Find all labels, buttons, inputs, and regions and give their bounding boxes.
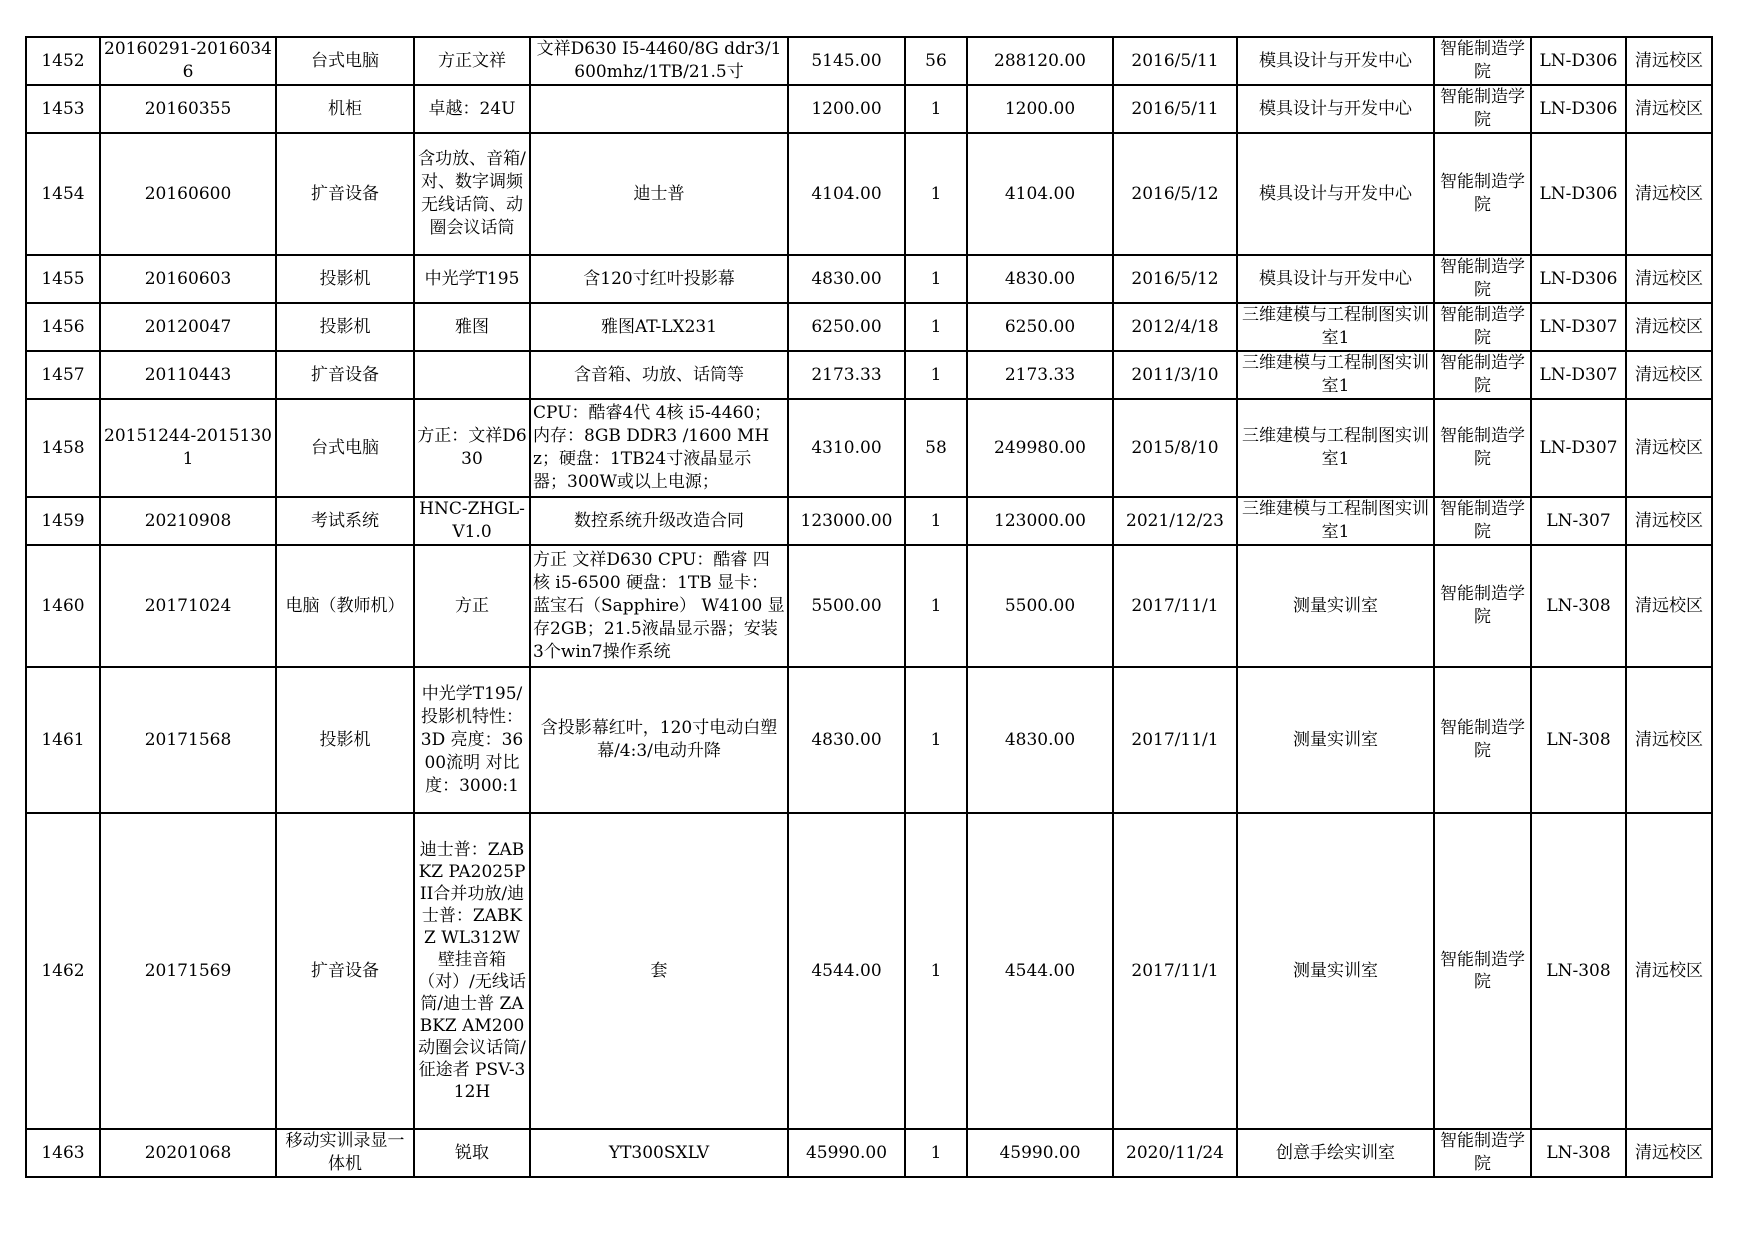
cell-location: 模具设计与开发中心 — [1237, 85, 1434, 133]
cell-asset-no: 20171569 — [100, 813, 276, 1129]
cell-seq: 1460 — [26, 545, 100, 667]
cell-college: 智能制造学院 — [1434, 667, 1531, 813]
cell-college: 智能制造学院 — [1434, 813, 1531, 1129]
cell-campus: 清远校区 — [1626, 133, 1712, 255]
cell-college: 智能制造学院 — [1434, 303, 1531, 351]
cell-campus: 清远校区 — [1626, 667, 1712, 813]
cell-spec: 含投影幕红叶，120寸电动白塑幕/4:3/电动升降 — [530, 667, 788, 813]
cell-unit-price: 2173.33 — [788, 351, 905, 399]
cell-asset-no: 20160600 — [100, 133, 276, 255]
cell-name: 考试系统 — [276, 497, 414, 545]
cell-spec: 方正 文祥D630 CPU：酷睿 四核 i5-6500 硬盘：1TB 显卡：蓝宝石（Sapphire） W4100 显存2GB；21.5液晶显示器；安装3个win7操作系统 — [530, 545, 788, 667]
cell-name: 移动实训录显一体机 — [276, 1129, 414, 1177]
cell-room: LN-308 — [1531, 813, 1626, 1129]
cell-name: 台式电脑 — [276, 37, 414, 85]
cell-unit-price: 5500.00 — [788, 545, 905, 667]
cell-brand: 含功放、音箱/对、数字调频无线话筒、动圈会议话筒 — [414, 133, 530, 255]
cell-asset-no: 20160603 — [100, 255, 276, 303]
cell-room: LN-307 — [1531, 497, 1626, 545]
cell-spec: 雅图AT-LX231 — [530, 303, 788, 351]
cell-spec: YT300SXLV — [530, 1129, 788, 1177]
cell-amount: 249980.00 — [967, 399, 1113, 497]
cell-campus: 清远校区 — [1626, 85, 1712, 133]
cell-location: 创意手绘实训室 — [1237, 1129, 1434, 1177]
cell-asset-no: 20110443 — [100, 351, 276, 399]
cell-qty: 1 — [905, 497, 967, 545]
cell-amount: 2173.33 — [967, 351, 1113, 399]
cell-seq: 1462 — [26, 813, 100, 1129]
cell-brand: 雅图 — [414, 303, 530, 351]
cell-unit-price: 1200.00 — [788, 85, 905, 133]
cell-room: LN-308 — [1531, 545, 1626, 667]
cell-amount: 45990.00 — [967, 1129, 1113, 1177]
table-row — [26, 667, 1712, 813]
cell-college: 智能制造学院 — [1434, 37, 1531, 85]
cell-qty: 1 — [905, 545, 967, 667]
cell-qty: 58 — [905, 399, 967, 497]
cell-date: 2011/3/10 — [1113, 351, 1237, 399]
cell-unit-price: 4104.00 — [788, 133, 905, 255]
cell-unit-price: 45990.00 — [788, 1129, 905, 1177]
cell-college: 智能制造学院 — [1434, 85, 1531, 133]
table-body — [26, 37, 1712, 1177]
cell-brand: 中光学T195/投影机特性：3D 亮度：3600流明 对比度：3000:1 — [414, 667, 530, 813]
cell-campus: 清远校区 — [1626, 399, 1712, 497]
cell-spec: 迪士普 — [530, 133, 788, 255]
cell-unit-price: 4830.00 — [788, 667, 905, 813]
cell-seq: 1453 — [26, 85, 100, 133]
cell-asset-no: 20210908 — [100, 497, 276, 545]
cell-college: 智能制造学院 — [1434, 399, 1531, 497]
cell-brand: 中光学T195 — [414, 255, 530, 303]
cell-seq: 1455 — [26, 255, 100, 303]
cell-brand: 迪士普：ZABKZ PA2025PII合并功放/迪士普：ZABKZ WL312W壁挂音箱（对）/无线话筒/迪士普 ZABKZ AM200动圈会议话筒/征途者 PSV-312H — [414, 813, 530, 1129]
table-row — [26, 497, 1712, 545]
table-row — [26, 351, 1712, 399]
cell-brand: 卓越：24U — [414, 85, 530, 133]
cell-amount: 5500.00 — [967, 545, 1113, 667]
cell-name: 机柜 — [276, 85, 414, 133]
cell-spec: CPU：酷睿4代 4核 i5-4460；内存：8GB DDR3 /1600 MHz；硬盘：1TB24寸液晶显示器；300W或以上电源； — [530, 399, 788, 497]
cell-campus: 清远校区 — [1626, 1129, 1712, 1177]
table-row — [26, 813, 1712, 1129]
cell-room: LN-308 — [1531, 667, 1626, 813]
cell-spec: 含120寸红叶投影幕 — [530, 255, 788, 303]
cell-seq: 1452 — [26, 37, 100, 85]
table-row — [26, 545, 1712, 667]
cell-asset-no: 20201068 — [100, 1129, 276, 1177]
cell-room: LN-D307 — [1531, 303, 1626, 351]
cell-qty: 1 — [905, 255, 967, 303]
cell-campus: 清远校区 — [1626, 37, 1712, 85]
cell-location: 模具设计与开发中心 — [1237, 37, 1434, 85]
cell-name: 台式电脑 — [276, 399, 414, 497]
cell-room: LN-D307 — [1531, 351, 1626, 399]
cell-seq: 1458 — [26, 399, 100, 497]
cell-name: 扩音设备 — [276, 813, 414, 1129]
cell-date: 2016/5/12 — [1113, 255, 1237, 303]
cell-unit-price: 4310.00 — [788, 399, 905, 497]
table-row — [26, 37, 1712, 85]
table-row — [26, 133, 1712, 255]
cell-seq: 1457 — [26, 351, 100, 399]
cell-amount: 288120.00 — [967, 37, 1113, 85]
cell-date: 2016/5/12 — [1113, 133, 1237, 255]
cell-amount: 123000.00 — [967, 497, 1113, 545]
cell-college: 智能制造学院 — [1434, 545, 1531, 667]
cell-campus: 清远校区 — [1626, 813, 1712, 1129]
cell-brand: 方正文祥 — [414, 37, 530, 85]
cell-name: 投影机 — [276, 255, 414, 303]
cell-date: 2017/11/1 — [1113, 667, 1237, 813]
cell-date: 2017/11/1 — [1113, 813, 1237, 1129]
cell-brand: HNC-ZHGL-V1.0 — [414, 497, 530, 545]
cell-asset-no: 20160355 — [100, 85, 276, 133]
cell-qty: 1 — [905, 667, 967, 813]
cell-amount: 4830.00 — [967, 255, 1113, 303]
cell-spec — [530, 85, 788, 133]
cell-room: LN-D306 — [1531, 37, 1626, 85]
cell-room: LN-D306 — [1531, 133, 1626, 255]
cell-amount: 1200.00 — [967, 85, 1113, 133]
cell-college: 智能制造学院 — [1434, 497, 1531, 545]
cell-date: 2021/12/23 — [1113, 497, 1237, 545]
cell-spec: 数控系统升级改造合同 — [530, 497, 788, 545]
cell-amount: 4544.00 — [967, 813, 1113, 1129]
cell-location: 模具设计与开发中心 — [1237, 255, 1434, 303]
cell-location: 测量实训室 — [1237, 545, 1434, 667]
cell-asset-no: 20160291-20160346 — [100, 37, 276, 85]
cell-college: 智能制造学院 — [1434, 351, 1531, 399]
cell-date: 2012/4/18 — [1113, 303, 1237, 351]
cell-amount: 6250.00 — [967, 303, 1113, 351]
asset-table — [25, 36, 1713, 1178]
cell-campus: 清远校区 — [1626, 303, 1712, 351]
cell-location: 测量实训室 — [1237, 667, 1434, 813]
cell-qty: 1 — [905, 303, 967, 351]
cell-room: LN-D306 — [1531, 255, 1626, 303]
table-row — [26, 1129, 1712, 1177]
cell-room: LN-D307 — [1531, 399, 1626, 497]
cell-college: 智能制造学院 — [1434, 133, 1531, 255]
cell-unit-price: 6250.00 — [788, 303, 905, 351]
cell-brand — [414, 351, 530, 399]
cell-asset-no: 20120047 — [100, 303, 276, 351]
cell-qty: 1 — [905, 813, 967, 1129]
cell-name: 扩音设备 — [276, 351, 414, 399]
cell-location: 模具设计与开发中心 — [1237, 133, 1434, 255]
cell-seq: 1459 — [26, 497, 100, 545]
cell-qty: 1 — [905, 85, 967, 133]
cell-date: 2016/5/11 — [1113, 37, 1237, 85]
cell-date: 2016/5/11 — [1113, 85, 1237, 133]
cell-qty: 1 — [905, 351, 967, 399]
cell-name: 投影机 — [276, 303, 414, 351]
cell-college: 智能制造学院 — [1434, 255, 1531, 303]
cell-location: 三维建模与工程制图实训室1 — [1237, 303, 1434, 351]
cell-spec: 含音箱、功放、话筒等 — [530, 351, 788, 399]
table-row — [26, 399, 1712, 497]
cell-spec: 文祥D630 I5-4460/8G ddr3/1600mhz/1TB/21.5寸 — [530, 37, 788, 85]
cell-room: LN-D306 — [1531, 85, 1626, 133]
cell-amount: 4104.00 — [967, 133, 1113, 255]
cell-college: 智能制造学院 — [1434, 1129, 1531, 1177]
cell-name: 电脑（教师机） — [276, 545, 414, 667]
cell-date: 2020/11/24 — [1113, 1129, 1237, 1177]
cell-qty: 56 — [905, 37, 967, 85]
cell-date: 2015/8/10 — [1113, 399, 1237, 497]
cell-qty: 1 — [905, 1129, 967, 1177]
cell-campus: 清远校区 — [1626, 545, 1712, 667]
cell-amount: 4830.00 — [967, 667, 1113, 813]
cell-asset-no: 20171568 — [100, 667, 276, 813]
cell-campus: 清远校区 — [1626, 351, 1712, 399]
table-row — [26, 85, 1712, 133]
cell-brand: 方正：文祥D630 — [414, 399, 530, 497]
cell-asset-no: 20151244-20151301 — [100, 399, 276, 497]
cell-room: LN-308 — [1531, 1129, 1626, 1177]
cell-qty: 1 — [905, 133, 967, 255]
cell-seq: 1461 — [26, 667, 100, 813]
cell-location: 三维建模与工程制图实训室1 — [1237, 399, 1434, 497]
table-row — [26, 255, 1712, 303]
cell-seq: 1454 — [26, 133, 100, 255]
cell-seq: 1463 — [26, 1129, 100, 1177]
cell-name: 扩音设备 — [276, 133, 414, 255]
cell-brand: 锐取 — [414, 1129, 530, 1177]
cell-unit-price: 4544.00 — [788, 813, 905, 1129]
table-row — [26, 303, 1712, 351]
cell-location: 测量实训室 — [1237, 813, 1434, 1129]
cell-seq: 1456 — [26, 303, 100, 351]
cell-campus: 清远校区 — [1626, 497, 1712, 545]
cell-unit-price: 5145.00 — [788, 37, 905, 85]
cell-unit-price: 4830.00 — [788, 255, 905, 303]
cell-unit-price: 123000.00 — [788, 497, 905, 545]
cell-asset-no: 20171024 — [100, 545, 276, 667]
cell-date: 2017/11/1 — [1113, 545, 1237, 667]
cell-location: 三维建模与工程制图实训室1 — [1237, 497, 1434, 545]
cell-name: 投影机 — [276, 667, 414, 813]
cell-spec: 套 — [530, 813, 788, 1129]
cell-brand: 方正 — [414, 545, 530, 667]
cell-campus: 清远校区 — [1626, 255, 1712, 303]
cell-location: 三维建模与工程制图实训室1 — [1237, 351, 1434, 399]
